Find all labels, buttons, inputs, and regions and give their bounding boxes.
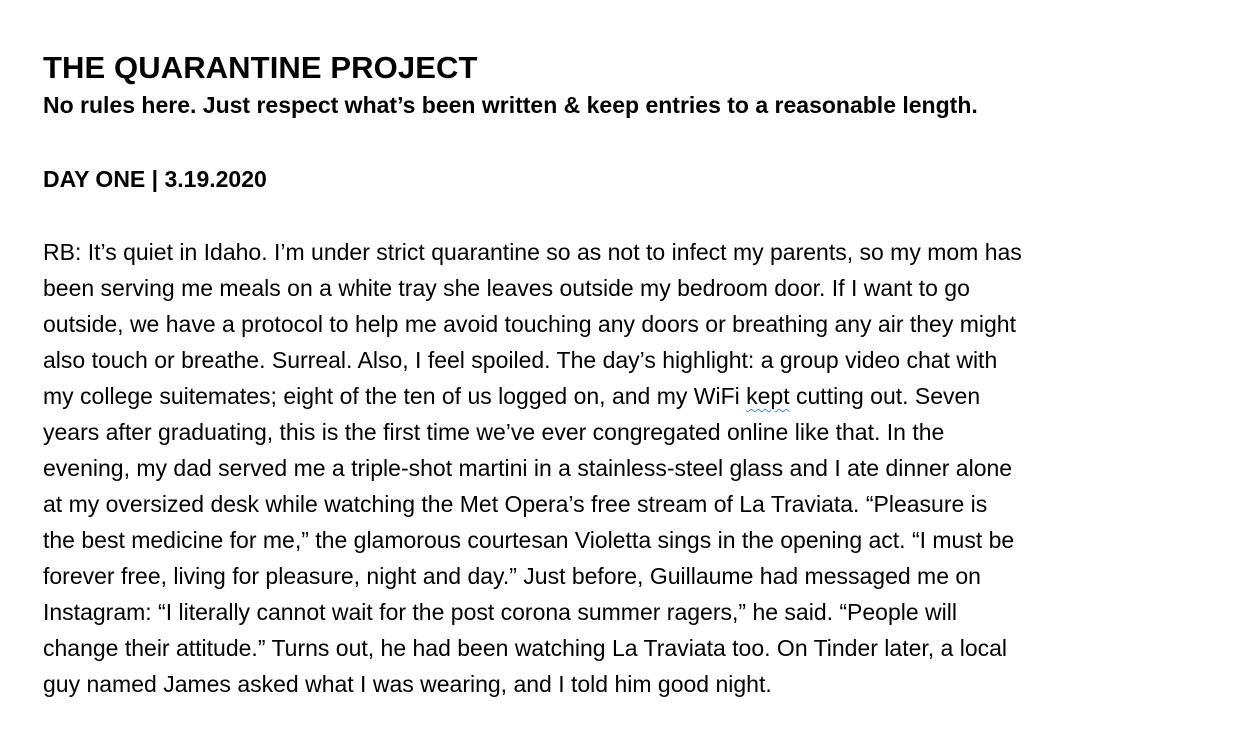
- entry-line: also touch or breathe. Surreal. Also, I feel spoiled. The day’s highlight: a group video chat with: [43, 347, 998, 373]
- entry-line: the best medicine for me,” the glamorous courtesan Violetta sings in the opening act. “I must be: [43, 527, 1015, 553]
- spellcheck-flagged-word[interactable]: kept: [746, 383, 790, 409]
- entry-line: change their attitude.” Turns out, he had been watching La Traviata too. On Tinder later, a local: [43, 635, 1008, 661]
- entry-line: RB: It’s quiet in Idaho. I’m under strict quarantine so as not to infect my parents, so my mom has: [43, 239, 1022, 265]
- entry-line: at my oversized desk while watching the Met Opera’s free stream of La Traviata. “Pleasure is: [43, 491, 988, 517]
- journal-entry[interactable]: [43, 234, 1223, 702]
- entry-line: Instagram: “I literally cannot wait for the post corona summer ragers,” he said. “People will: [43, 599, 957, 625]
- day-heading: DAY ONE | 3.19.2020: [43, 166, 267, 192]
- entry-line: evening, my dad served me a triple-shot martini in a stainless-steel glass and I ate dinner alone: [43, 455, 1013, 481]
- entry-text: cutting out. Seven: [789, 383, 981, 409]
- entry-line: guy named James asked what I was wearing, and I told him good night.: [43, 671, 772, 697]
- document-page: [43, 48, 1223, 702]
- document-title: THE QUARANTINE PROJECT: [43, 50, 478, 85]
- entry-line: been serving me meals on a white tray she leaves outside my bedroom door. If I want to go: [43, 275, 970, 301]
- entry-line: forever free, living for pleasure, night and day.” Just before, Guillaume had messaged me on: [43, 563, 981, 589]
- entry-line: [43, 378, 1223, 414]
- entry-line: years after graduating, this is the first time we’ve ever congregated online like that. In the: [43, 419, 945, 445]
- entry-text: my college suitemates; eight of the ten of us logged on, and my WiFi: [43, 383, 747, 409]
- entry-line: outside, we have a protocol to help me avoid touching any doors or breathing any air they might: [43, 311, 1016, 337]
- document-subtitle: No rules here. Just respect what’s been written & keep entries to a reasonable length.: [43, 92, 978, 118]
